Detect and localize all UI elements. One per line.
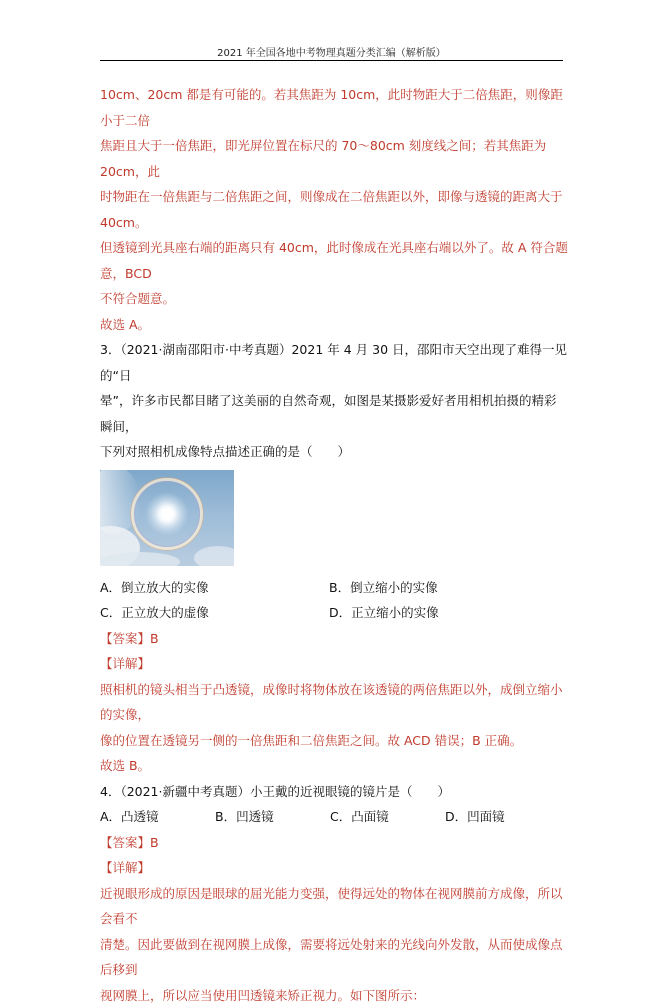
page-header: 2021 年全国各地中考物理真题分类汇编（解析版） xyxy=(100,44,563,59)
q3-stem-line: 3．（2021·湖南邵阳市·中考真题）2021 年 4 月 30 日，邵阳市天空出现了难得一见的“日 xyxy=(100,337,568,388)
q4-option-c: C．凸面镜 xyxy=(330,804,445,830)
q3-option-a: A．倒立放大的实像 xyxy=(100,575,329,601)
q4-options-row xyxy=(100,804,568,830)
q4-detail-label: 【详解】 xyxy=(100,855,568,881)
q3-conclusion: 故选 B。 xyxy=(100,753,568,779)
q3-answer: 【答案】B xyxy=(100,626,568,652)
q2-explanation-line: 但透镜到光具座右端的距离只有 40cm，此时像成在光具座右端以外了。故 A 符合题意，BCD xyxy=(100,235,568,286)
q3-option-b: B．倒立缩小的实像 xyxy=(329,575,558,601)
q3-explanation-line: 照相机的镜头相当于凸透镜，成像时将物体放在该透镜的两倍焦距以外，成倒立缩小的实像， xyxy=(100,677,568,728)
q4-option-d: D．凹面镜 xyxy=(445,804,560,830)
q2-explanation-line: 焦距且大于一倍焦距，即光屏位置在标尺的 70～80cm 刻度线之间；若其焦距为 20cm，此 xyxy=(100,133,568,184)
document-body xyxy=(100,82,568,1008)
q4-option-a: A．凸透镜 xyxy=(100,804,215,830)
header-divider xyxy=(100,60,563,61)
q4-explanation-line: 视网膜上，所以应当使用凹透镜来矫正视力。如下图所示： xyxy=(100,983,568,1008)
q2-explanation-line: 时物距在一倍焦距与二倍焦距之间，则像成在二倍焦距以外，即像与透镜的距离大于 40cm。 xyxy=(100,184,568,235)
q2-conclusion: 故选 A。 xyxy=(100,312,568,338)
q4-stem: 4．（2021·新疆中考真题）小王戴的近视眼镜的镜片是（ ） xyxy=(100,779,568,805)
sun-halo-photo xyxy=(100,470,234,566)
q3-options-row xyxy=(100,575,568,601)
q3-detail-label: 【详解】 xyxy=(100,651,568,677)
q3-option-c: C．正立放大的虚像 xyxy=(100,600,329,626)
q2-explanation-line: 10cm、20cm 都是有可能的。若其焦距为 10cm，此时物距大于二倍焦距，则像距小于二倍 xyxy=(100,82,568,133)
q3-stem-line: 下列对照相机成像特点描述正确的是（ ） xyxy=(100,439,568,465)
q3-explanation-line: 像的位置在透镜另一侧的一倍焦距和二倍焦距之间。故 ACD 错误；B 正确。 xyxy=(100,728,568,754)
q4-explanation-line: 清楚。因此要做到在视网膜上成像，需要将远处射来的光线向外发散，从而使成像点后移到 xyxy=(100,932,568,983)
q4-answer: 【答案】B xyxy=(100,830,568,856)
q4-explanation-line: 近视眼形成的原因是眼球的屈光能力变强，使得远处的物体在视网膜前方成像，所以会看不 xyxy=(100,881,568,932)
q3-option-d: D．正立缩小的实像 xyxy=(329,600,558,626)
q3-options-row xyxy=(100,600,568,626)
q2-explanation-line: 不符合题意。 xyxy=(100,286,568,312)
q4-option-b: B．凹透镜 xyxy=(215,804,330,830)
q3-stem-line: 晕”，许多市民都目睹了这美丽的自然奇观，如图是某摄影爱好者用相机拍摄的精彩瞬间， xyxy=(100,388,568,439)
